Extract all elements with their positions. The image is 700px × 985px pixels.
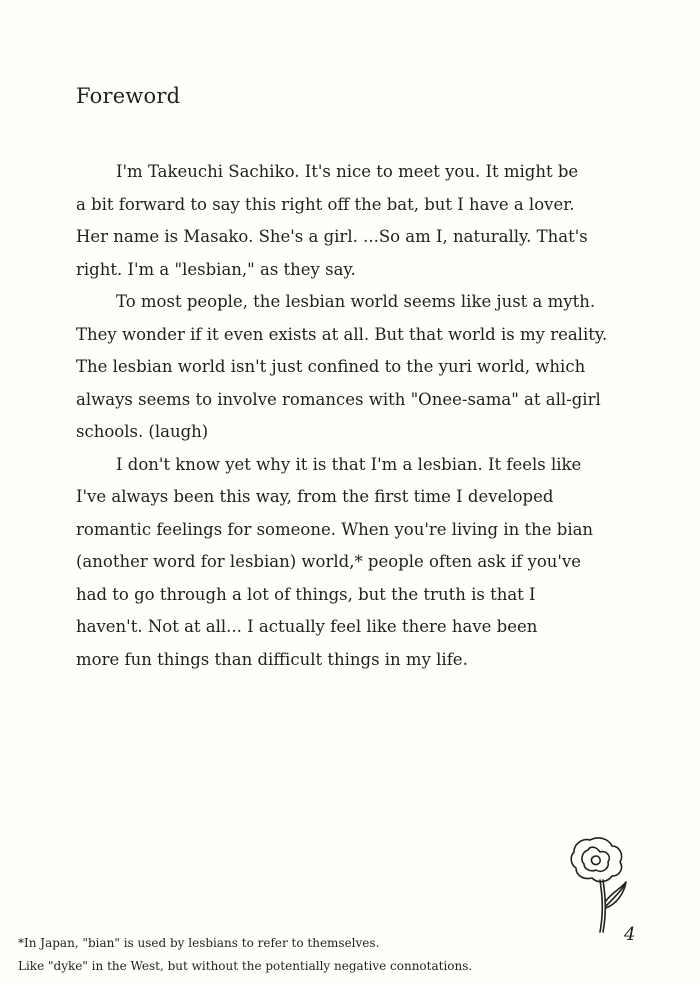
footnote-line: *In Japan, "bian" is used by lesbians to refer to themselves. [18,936,380,950]
foreword-body [76,156,636,676]
text-line: I've always been this way, from the first time I developed [76,487,554,506]
text-line: (another word for lesbian) world,* people often ask if you've [76,552,582,571]
footnote-line: Like "dyke" in the West, but without the potentially negative connotations. [18,959,473,973]
text-line: I'm Takeuchi Sachiko. It's nice to meet you. It might be [116,162,579,181]
text-line: Her name is Masako. She's a girl. ...So am I, naturally. That's [76,227,588,246]
text-line: more fun things than difficult things in my life. [76,649,468,669]
text-line: right. I'm a "lesbian," as they say. [76,259,356,279]
text-line: I don't know yet why it is that I'm a lesbian. It feels like [116,454,582,474]
text-line: To most people, the lesbian world seems like just a myth. [116,292,596,311]
page-title: Foreword [76,84,181,108]
text-line: a bit forward to say this right off the bat, but I have a lover. [76,194,575,214]
text-line: romantic feelings for someone. When you're living in the bian [76,519,594,539]
text-line: haven't. Not at all... I actually feel like there have been [76,617,538,636]
footnote [18,932,472,978]
text-line: The lesbian world isn't just confined to the yuri world, which [76,357,586,376]
text-line: They wonder if it even exists at all. But that world is my reality. [76,324,608,344]
flower-icon [560,832,650,942]
text-line: schools. (laugh) [76,422,209,441]
text-line: had to go through a lot of things, but the truth is that I [76,584,536,604]
text-line: always seems to involve romances with "Onee-sama" at all-girl [76,389,601,409]
page-number: 4 [624,924,636,945]
